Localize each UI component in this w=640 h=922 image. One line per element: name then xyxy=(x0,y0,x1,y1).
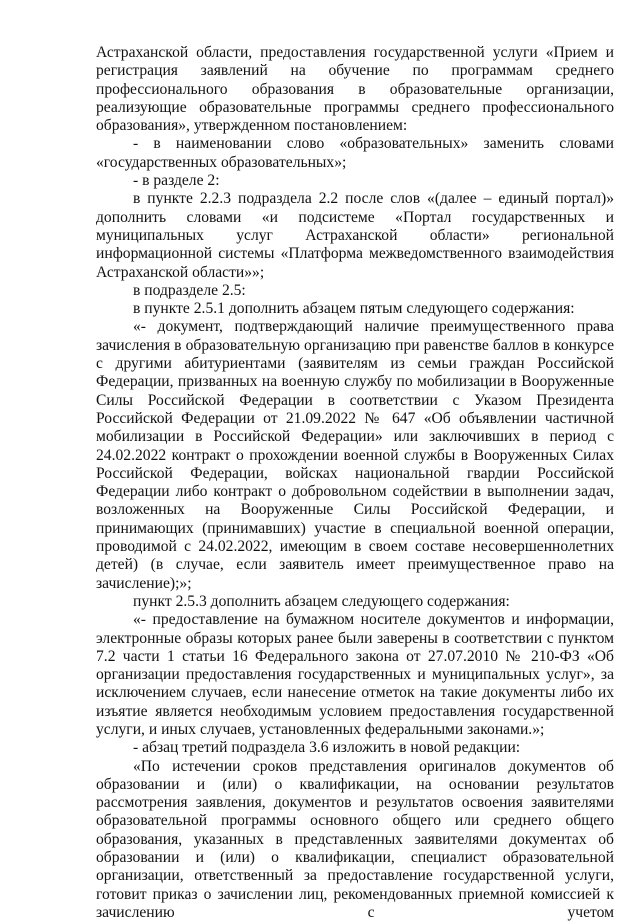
paragraph-subsection-2-5: в подразделе 2.5: xyxy=(133,281,246,299)
paragraph-rename-clause: - в наименовании слово «образовательных» заменить словами «государственных образовательных»; xyxy=(96,135,614,171)
paragraph-enrollment-order: «По истечении сроков представления оригиналов документов об образовании и (или) о квалификации, на основании результатов рассмотрения заявления, документов и результатов освоения заявителями образовательной программы основного общего или среднего общего образования, указанных в представленных заявителями документах об образовании и (или) о квалификации, специалист образовательной организации, ответственный за предоставление государственной услуги, готовит приказ о зачислении лиц, рекомендованных приемной комиссией к зачислению с учетом xyxy=(96,757,614,921)
paragraph-paper-documents: «- предоставление на бумажном носителе документов и информации, электронные образы которых ранее были заверены в соответствии с пунктом 7.2 части 1 статьи 16 Федерального закона от 27.07.2010 № 210-ФЗ «Об организации предоставления государственных и муниципальных услуг», за исключением случаев, если нанесение отметок на такие документы либо их изъятие является необходимым условием предоставления государственной услуги, и иных случаев, установленных федеральными законами.»; xyxy=(96,611,614,738)
document-body xyxy=(96,44,614,922)
paragraph-point-2-5-3: пункт 2.5.3 дополнить абзацем следующего содержания: xyxy=(133,592,510,610)
paragraph-point-2-2-3: в пункте 2.2.3 подраздела 2.2 после слов «(далее – единый портал)» дополнить словами «и подсистеме «Портал государственных и муниципальных услуг Астраханской области» региональной информационной системы «Платформа межведомственного взаимодействия Астраханской области»»; xyxy=(96,190,614,281)
paragraph-intro: Астраханской области, предоставления государственной услуги «Прием и регистрация заявлений на обучение по программам среднего профессионального образования в образовательные организации, реализующие образовательные программы среднего профессионального образования», утвержденном постановлением: xyxy=(96,44,614,135)
paragraph-point-2-5-1: в пункте 2.5.1 дополнить абзацем пятым следующего содержания: xyxy=(133,300,575,318)
paragraph-section-2: - в разделе 2: xyxy=(133,172,220,190)
paragraph-preference-document: «- документ, подтверждающий наличие преимущественного права зачисления в образовательную организацию при равенстве баллов в конкурсе с другими абитуриентами (заявителям из семьи граждан Российской Федерации, призванных на военную службу по мобилизации в Вооруженные Силы Российской Федерации в соответствии с Указом Президента Российской Федерации от 21.09.2022 № 647 «Об объявлении частичной мобилизации в Российской Федерации» или заключивших в период с 24.02.2022 контракт о прохождении военной службы в Вооруженных Силах Российской Федерации, войсках национальной гвардии Российской Федерации либо контракт о добровольном содействии в выполнении задач, возложенных на Вооруженные Силы Российской Федерации, и принимающих (принимавших) участие в специальной военной операции, проводимой с 24.02.2022, имеющим в своем составе несовершеннолетних детей) (в случае, если заявитель имеет преимущественное право на зачисление);»; xyxy=(96,318,614,592)
paragraph-subsection-3-6: - абзац третий подраздела 3.6 изложить в новой редакции: xyxy=(133,739,521,757)
